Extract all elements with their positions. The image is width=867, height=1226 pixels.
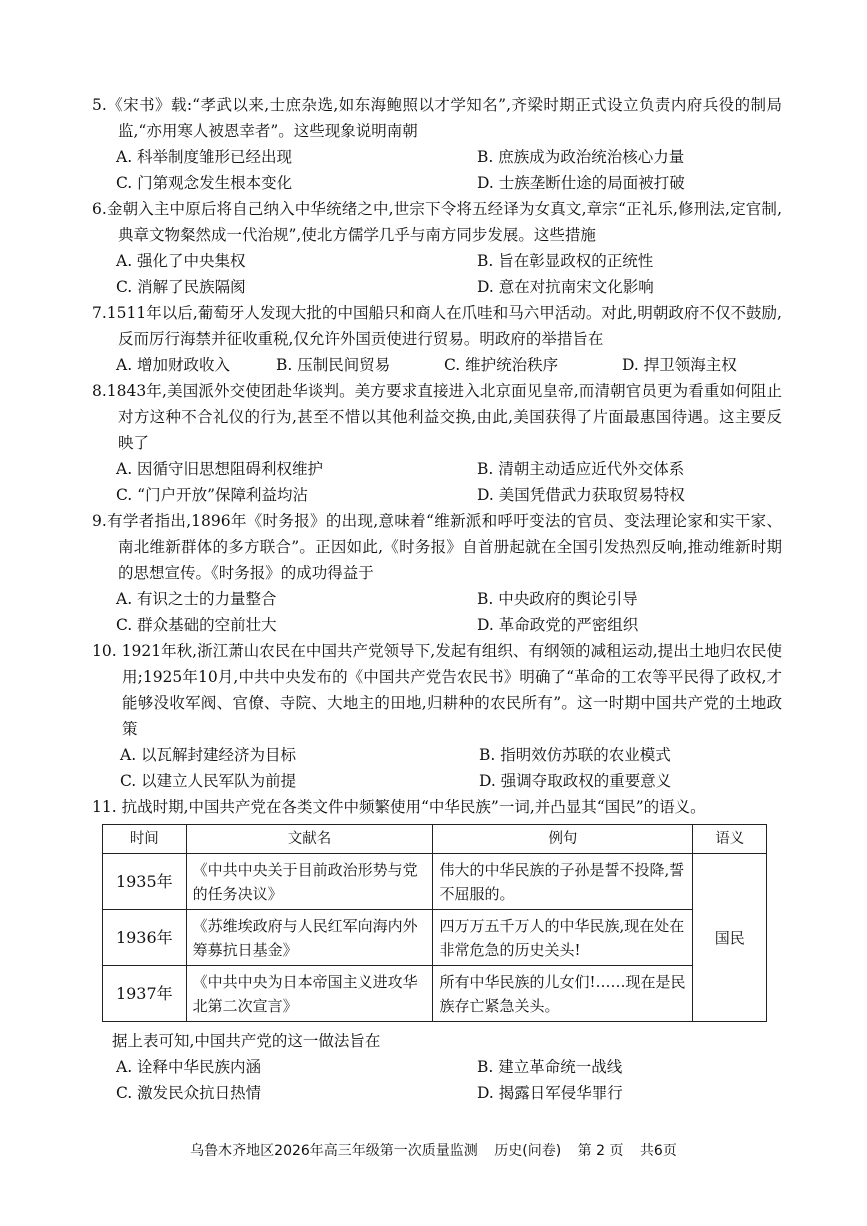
table-header-row: [103, 825, 767, 854]
footer-title: 乌鲁木齐地区2026年高三年级第一次质量监测: [190, 1143, 478, 1159]
table-row: [103, 910, 767, 966]
question-stem: 8.1843年,美国派外交使团赴华谈判。美方要求直接进入北京面见皇帝,而清朝官员更为看重如何阻止对方这种不合礼仪的行为,甚至不惜以其他利益交换,由此,美国获得了片面最惠国待遇。这主要反映了: [92, 382, 782, 452]
option-b: B. 压制民间贸易: [276, 356, 391, 374]
header-example: 例句: [433, 825, 693, 854]
header-time: 时间: [103, 825, 187, 854]
question-stem: 10. 1921年秋,浙江萧山农民在中国共产党领导下,发起有组织、有纲领的减租运动,提出土地归农民使用;1925年10月,中共中央发布的《中国共产党告农民书》明确了“革命的工农等平民得了政权,才能够没收军阀、官僚、寺院、大地主的田地,归耕种的农民所有”。这一时期中国共产党的土地政策: [92, 642, 782, 738]
option-b: B. 建立革命统一战线: [477, 1058, 623, 1076]
cell-example: 伟大的中华民族的子孙是誓不投降,誓不屈服的。: [433, 854, 693, 910]
question-stem: 11. 抗战时期,中国共产党在各类文件中频繁使用“中华民族”一词,并凸显其“国民”的语义。: [92, 798, 706, 816]
cell-time: 1936年: [103, 910, 187, 966]
question-7: [92, 300, 782, 378]
question-list: [92, 92, 782, 1106]
option-a: A. 以瓦解封建经济为目标: [120, 746, 297, 764]
option-c: C. 群众基础的空前壮大: [116, 616, 277, 634]
option-b: B. 清朝主动适应近代外交体系: [477, 460, 685, 478]
cell-time: 1935年: [103, 854, 187, 910]
source-table: [102, 824, 767, 1022]
cell-example: 四万万五千万人的中华民族,现在处在非常危急的历史关头!: [433, 910, 693, 966]
option-d: D. 强调夺取政权的重要意义: [479, 772, 672, 790]
footer-subject: 历史(问卷): [494, 1143, 562, 1159]
cell-example: 所有中华民族的儿女们!……现在是民族存亡紧急关头。: [433, 966, 693, 1022]
question-5: [92, 92, 782, 196]
option-b: B. 庶族成为政治统治核心力量: [477, 148, 685, 166]
question-prompt: 据上表可知,中国共产党的这一做法旨在: [112, 1032, 381, 1050]
question-stem: 7.1511年以后,葡萄牙人发现大批的中国船只和商人在爪哇和马六甲活动。对此,明朝政府不仅不鼓励,反而厉行海禁并征收重税,仅允许外国贡使进行贸易。明政府的举措旨在: [92, 304, 782, 348]
option-c: C. 以建立人民军队为前提: [120, 772, 297, 790]
option-a: A. 有识之士的力量整合: [116, 590, 277, 608]
cell-document: 《中共中央关于目前政治形势与党的任务决议》: [186, 854, 433, 910]
option-c: C. 维护统治秩序: [444, 356, 559, 374]
option-b: B. 中央政府的舆论引导: [477, 590, 638, 608]
question-11: [92, 794, 782, 1106]
option-d: D. 揭露日军侵华罪行: [477, 1084, 623, 1102]
header-meaning: 语义: [693, 825, 767, 854]
option-a: A. 强化了中央集权: [116, 252, 246, 270]
option-d: D. 革命政党的严密组织: [477, 616, 639, 634]
footer-total: 共6页: [639, 1143, 677, 1159]
cell-document: 《中共中央为日本帝国主义进攻华北第二次宣言》: [186, 966, 433, 1022]
option-c: C. “门户开放”保障利益均沾: [116, 486, 309, 504]
option-c: C. 门第观念发生根本变化: [116, 174, 293, 192]
question-stem: 6.金朝入主中原后将自己纳入中华统绪之中,世宗下令将五经译为女真文,章宗“正礼乐,修刑法,定官制,典章文物粲然成一代治规”,使北方儒学几乎与南方同步发展。这些措施: [92, 200, 782, 244]
option-c: C. 消解了民族隔阂: [116, 278, 246, 296]
question-stem: 5.《宋书》载:“孝武以来,士庶杂选,如东海鲍照以才学知名”,齐梁时期正式设立负责内府兵役的制局监,“亦用寒人被恩幸者”。这些现象说明南朝: [92, 96, 782, 140]
question-8: [92, 378, 782, 508]
option-d: D. 捍卫领海主权: [622, 356, 737, 374]
footer-page: 第 2 页: [577, 1143, 624, 1159]
option-a: A. 诠释中华民族内涵: [116, 1058, 262, 1076]
option-a: A. 增加财政收入: [116, 356, 231, 374]
cell-time: 1937年: [103, 966, 187, 1022]
page-footer: [0, 1140, 867, 1160]
table-row: [103, 966, 767, 1022]
option-d: D. 美国凭借武力获取贸易特权: [477, 486, 685, 504]
question-10: [92, 638, 782, 794]
cell-document: 《苏维埃政府与人民红军向海内外筹募抗日基金》: [186, 910, 433, 966]
table-row: [103, 854, 767, 910]
option-d: D. 士族垄断仕途的局面被打破: [477, 174, 685, 192]
option-c: C. 激发民众抗日热情: [116, 1084, 262, 1102]
option-b: B. 旨在彰显政权的正统性: [477, 252, 654, 270]
option-a: A. 科举制度雏形已经出现: [116, 148, 293, 166]
option-b: B. 指明效仿苏联的农业模式: [479, 746, 671, 764]
question-6: [92, 196, 782, 300]
cell-meaning: 国民: [693, 854, 767, 1022]
question-9: [92, 508, 782, 638]
question-stem: 9.有学者指出,1896年《时务报》的出现,意味着“维新派和呼吁变法的官员、变法理论家和实干家、南北维新群体的多方联合”。正因如此,《时务报》自首册起就在全国引发热烈反响,推动维新时期的思想宣传。《时务报》的成功得益于: [92, 512, 782, 582]
option-d: D. 意在对抗南宋文化影响: [477, 278, 654, 296]
header-document: 文献名: [186, 825, 433, 854]
option-a: A. 因循守旧思想阻碍利权维护: [116, 460, 324, 478]
